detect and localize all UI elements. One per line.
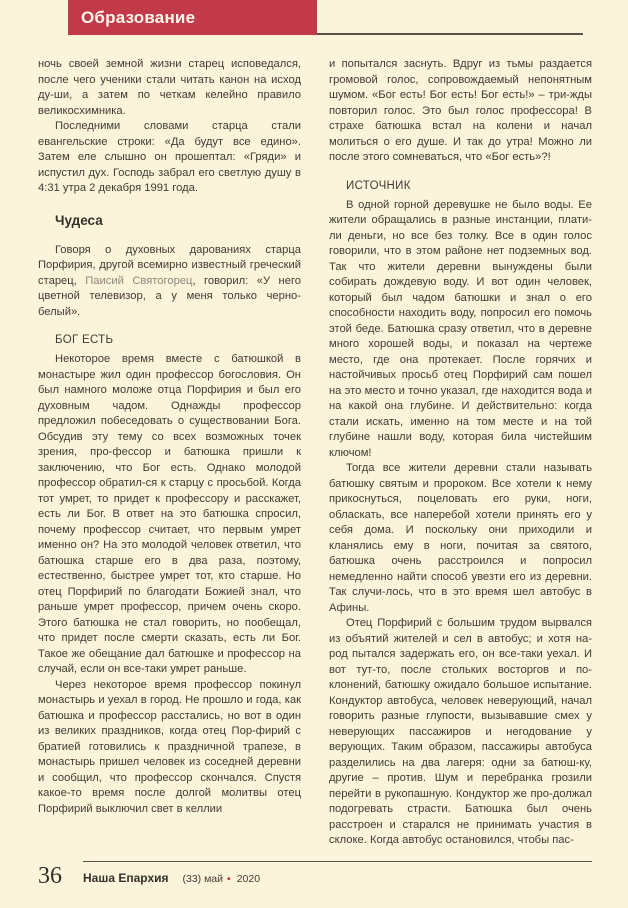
- page-footer: [38, 861, 592, 888]
- article-body: [38, 57, 592, 849]
- section-title: Образование: [81, 7, 196, 27]
- right-column: [329, 57, 592, 849]
- paragraph: Через некоторое время профессор покинул монастырь и уехал в город. Не прошло и года, как батюшка и профессор расстались, но вот в один из великих праздников, когда отец Пор-фирий с братией готовились к праздничной трапезе, в монастырь пришел человек из соседней деревни и сообщил, что профессор скончался. Спустя какое-то время после долгой молитвы отец Порфирий выключил свет в келлии: [38, 678, 301, 815]
- paragraph: Некоторое время вместе с батюшкой в монастыре жил один профессор богословия. Он был намного моложе отца Порфирия и был его духовным чадом. Однажды профессор предложил побеседовать о существовании Бога. Обсудив эту тему со всех возможных точек зрения, про-фессор и батюшка пришли к заключению, что Бог есть. Однако молодой профессор обратил-ся к старцу с просьбой. Когда тот умрет, то придет к профессору и расскажет, есть ли Бог. В ответ на это батюшка спросил, почему профессор считает, что первым умрет именно он? На это молодой человек ответил, что батюшка старше его в два раза, поэтому, естественно, быстрее умрет тот, кто старше. Но отец Порфирий по благодати Божией знал, что раньше умрет профессор, причем очень скоро. Этого батюшка не стал говорить, но пообещал, что придет после смерти сказать, есть ли Бог. Такое же обещание дал батюшке и профессор на случай, если он все-таки умрет раньше.: [38, 353, 301, 675]
- paragraph: В одной горной деревушке не было воды. Ее жители обращались в разные инстанции, плати-ли деньги, но все без толку. Все в один голос говорили, что в этом районе нет подземных вод. Так что жители деревни вынуждены были собирать дождевую воду. И вот один человек, который был чадом батюшки и знал о его способности находить воду, попросил его помочь этой беде. Батюшка сразу ответил, что в деревне много хорошей воды, и показал на чертеже место, где она протекает. После горячих и настойчивых просьб отец Порфирий сам пошел на это место и точно указал, где находится вода и на какой она глубине. И действительно: когда стали искать, именно на том месте и на той глубине нашли воду, которая била чистейшим ключом!: [329, 198, 592, 459]
- paragraph-continuation: и попытался заснуть. Вдруг из тьмы раздается громовой голос, сопровождаемый непонятным шумом. «Бог есть! Бог есть! Бог есть!» – три-жды повторил голос. Это был голос профессора! В страхе батюшка встал на колени и начал молиться о его душе. И так до утра! Можно ли после этого сомневаться, что «Бог есть»?!: [329, 58, 592, 163]
- issue-year: 2020: [236, 873, 261, 885]
- paragraph: [38, 243, 301, 321]
- person-name-highlight: Паисий Святогорец: [85, 274, 193, 287]
- heading-miracles: Чудеса: [55, 212, 103, 228]
- left-column: [38, 57, 301, 849]
- bullet-separator: •: [227, 873, 231, 885]
- paragraph-continuation: ночь своей земной жизни старец исповедался, после чего ученики стали читать канон на исход ду-ши, а затем по четкам келейно правило великосхимника.: [38, 58, 301, 117]
- page-number: 36: [38, 863, 62, 889]
- footer-rule-block: [83, 861, 592, 885]
- paragraph-text: , говорил: «У него цветной телевизор, а у меня только черно-белый».: [38, 274, 301, 318]
- magazine-name: Наша Епархия: [83, 871, 169, 885]
- paragraph: Отец Порфирий с большим трудом вырвался из объятий жителей и сел в автобус; и хотя на-род пытался задержать его, он все-таки уехал. И вот тут-то, после стольких восторгов и по-клонений, батюшку ожидало большое испытание. Кондуктор автобуса, человек неверующий, начал говорить разные глупости, вызывавшие смех у неверующих пассажиров и негодование у верующих. Таким образом, пассажиры автобуса разделились на два лагеря: одни за батюш-ку, другие – против. Шум и перебранка грозили перейти в рукопашную. Кондуктор же про-должал подогревать страсти. Батюшка был очень расстроен и старался не принимать участия в склоке. Когда автобус остановился, чтобы пас-: [329, 617, 592, 846]
- paragraph: Последними словами старца стали евангельские строки: «Да будут все едино». Затем еле слышно он прошептал: «Гряди» и испустил дух. Господь забрал его светлую душу в 4:31 утра 2 декабря 1991 года.: [38, 120, 301, 194]
- subheading-spring: ИСТОЧНИК: [346, 179, 411, 192]
- header-rule: [317, 33, 583, 35]
- subheading-god-exists: БОГ ЕСТЬ: [55, 334, 114, 346]
- footer-imprint: [83, 871, 592, 885]
- issue-label: (33) май: [182, 873, 224, 885]
- section-banner: [68, 0, 317, 35]
- paragraph-text: Говоря о духовных дарованиях старца Порфирия, другой всемирно известный греческий старец,: [38, 243, 301, 287]
- paragraph: Тогда все жители деревни стали называть батюшку святым и пророком. Все хотели к нему прикоснуться, поцеловать его руки, ноги, обласкать, все наперебой хотели принять его у себя дома. И поскольку они приходили и кланялись ему в ноги, почитая за святого, батюшка очень расстроился и попросил немедленно найти способ увезти его из деревни. Так случи-лось, что в это время шел автобус в Афины.: [329, 462, 592, 614]
